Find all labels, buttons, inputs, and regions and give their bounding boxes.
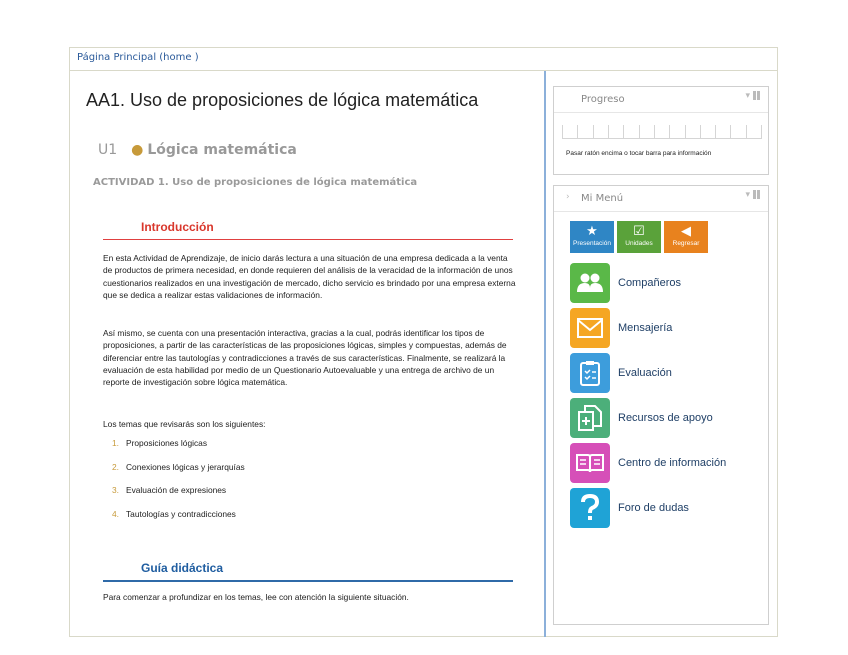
back-arrow-icon: ◀ <box>681 223 691 238</box>
menu-item-evaluacion[interactable] <box>570 353 672 393</box>
tab-label: Regresar <box>672 240 700 247</box>
intro-paragraph-1: En esta Actividad de Aprendizaje, de inicio darás lectura a una situación de una empresa dedicada a la venta de productos de primera necesidad, en donde requieren del análisis de la veracidad de la información de unos cuestionarios realizados en una investigación de mercado, dicho servicio es brindado por una empresa externa que se dedica a realizar estas validaciones de información. <box>103 253 516 300</box>
dock-block-icon[interactable] <box>753 190 760 199</box>
list-number: 3. <box>112 485 119 495</box>
progress-note: Pasar ratón encima o tocar barra para información <box>566 150 712 157</box>
menu-item-label: Compañeros <box>618 277 681 289</box>
topics-list <box>112 438 245 532</box>
frame-right-border <box>777 71 778 637</box>
tab-label: Presentación <box>573 240 611 247</box>
menu-item-foro-de-dudas[interactable] <box>570 488 689 528</box>
list-item <box>112 485 245 509</box>
section-heading-introduccion: Introducción <box>103 220 513 240</box>
chevron-right-icon[interactable]: › <box>566 192 570 202</box>
intro-paragraph-3: Los temas que revisarás son los siguientes: <box>103 419 266 429</box>
tab-unidades[interactable] <box>617 221 661 253</box>
progress-block <box>553 86 769 175</box>
list-number: 2. <box>112 461 119 472</box>
list-text: Evaluación de expresiones <box>126 485 227 495</box>
column-divider <box>544 71 546 637</box>
collapse-chevron-icon[interactable]: ▾ <box>745 91 753 101</box>
progress-block-title: Progreso <box>581 94 625 105</box>
checkbox-icon: ☑ <box>633 223 645 238</box>
envelope-icon <box>570 308 610 348</box>
list-number: 1. <box>112 438 119 448</box>
section-heading-guia-didactica: Guía didáctica <box>103 561 513 582</box>
menu-item-mensajeria[interactable] <box>570 308 672 348</box>
progress-bar[interactable] <box>562 125 762 139</box>
menu-block-title: Mi Menú <box>581 193 624 204</box>
menu-block-header <box>554 186 768 212</box>
list-number: 4. <box>112 508 119 519</box>
menu-item-label: Evaluación <box>618 367 672 379</box>
dock-block-icon[interactable] <box>753 91 760 100</box>
list-item <box>112 438 245 462</box>
unit-name: Lógica matemática <box>147 142 297 158</box>
breadcrumb-home-link[interactable]: Página Principal (home ) <box>77 52 199 63</box>
list-text: Tautologías y contradicciones <box>126 508 236 519</box>
checklist-icon <box>570 353 610 393</box>
menu-item-label: Centro de información <box>618 457 727 469</box>
menu-item-recursos-de-apoyo[interactable] <box>570 398 713 438</box>
star-icon: ★ <box>586 223 598 238</box>
bullet-dot-icon: ● <box>131 142 144 158</box>
list-item <box>112 509 245 533</box>
block-controls <box>745 91 760 101</box>
tab-regresar[interactable] <box>664 221 708 253</box>
menu-item-label: Recursos de apoyo <box>618 412 713 424</box>
menu-item-label: Mensajería <box>618 322 673 334</box>
guia-paragraph-1: Para comenzar a profundizar en los temas, lee con atención la siguiente situación. <box>103 592 409 602</box>
progress-block-header <box>554 87 768 113</box>
question-icon <box>570 488 610 528</box>
list-text: Proposiciones lógicas <box>126 438 208 448</box>
menu-item-centro-de-informacion[interactable] <box>570 443 726 483</box>
list-text: Conexiones lógicas y jerarquías <box>126 461 245 472</box>
documents-icon <box>570 398 610 438</box>
users-icon <box>570 263 610 303</box>
collapse-chevron-icon[interactable]: ▾ <box>745 190 753 200</box>
unit-heading <box>98 142 297 158</box>
tab-presentacion[interactable] <box>570 221 614 253</box>
menu-block <box>553 185 769 625</box>
menu-tabs <box>570 221 711 253</box>
unit-code: U1 <box>98 142 118 158</box>
book-icon <box>570 443 610 483</box>
activity-title: ACTIVIDAD 1. Uso de proposiciones de lógica matemática <box>93 177 418 188</box>
tab-label: Unidades <box>625 240 653 247</box>
list-item <box>112 462 245 486</box>
menu-item-label: Foro de dudas <box>618 502 689 514</box>
intro-paragraph-2: Así mismo, se cuenta con una presentación interactiva, gracias a la cual, podrás identificar los tipos de proposiciones, a partir de las características de las proposiciones lógicas, simples y compuestas, además de diferenciar entre las tautologías y contradicciones a través de sus características. Finalmente, se realizará la evaluación de esta habilidad por medio de un Questionario Autoevaluable y una entrega de archivo de un reporte de investigación sobre lógica matemática. <box>103 328 507 388</box>
page-title: AA1. Uso de proposiciones de lógica matemática <box>86 90 479 110</box>
block-controls <box>745 190 760 200</box>
breadcrumb[interactable] <box>69 47 778 71</box>
menu-item-companeros[interactable] <box>570 263 681 303</box>
